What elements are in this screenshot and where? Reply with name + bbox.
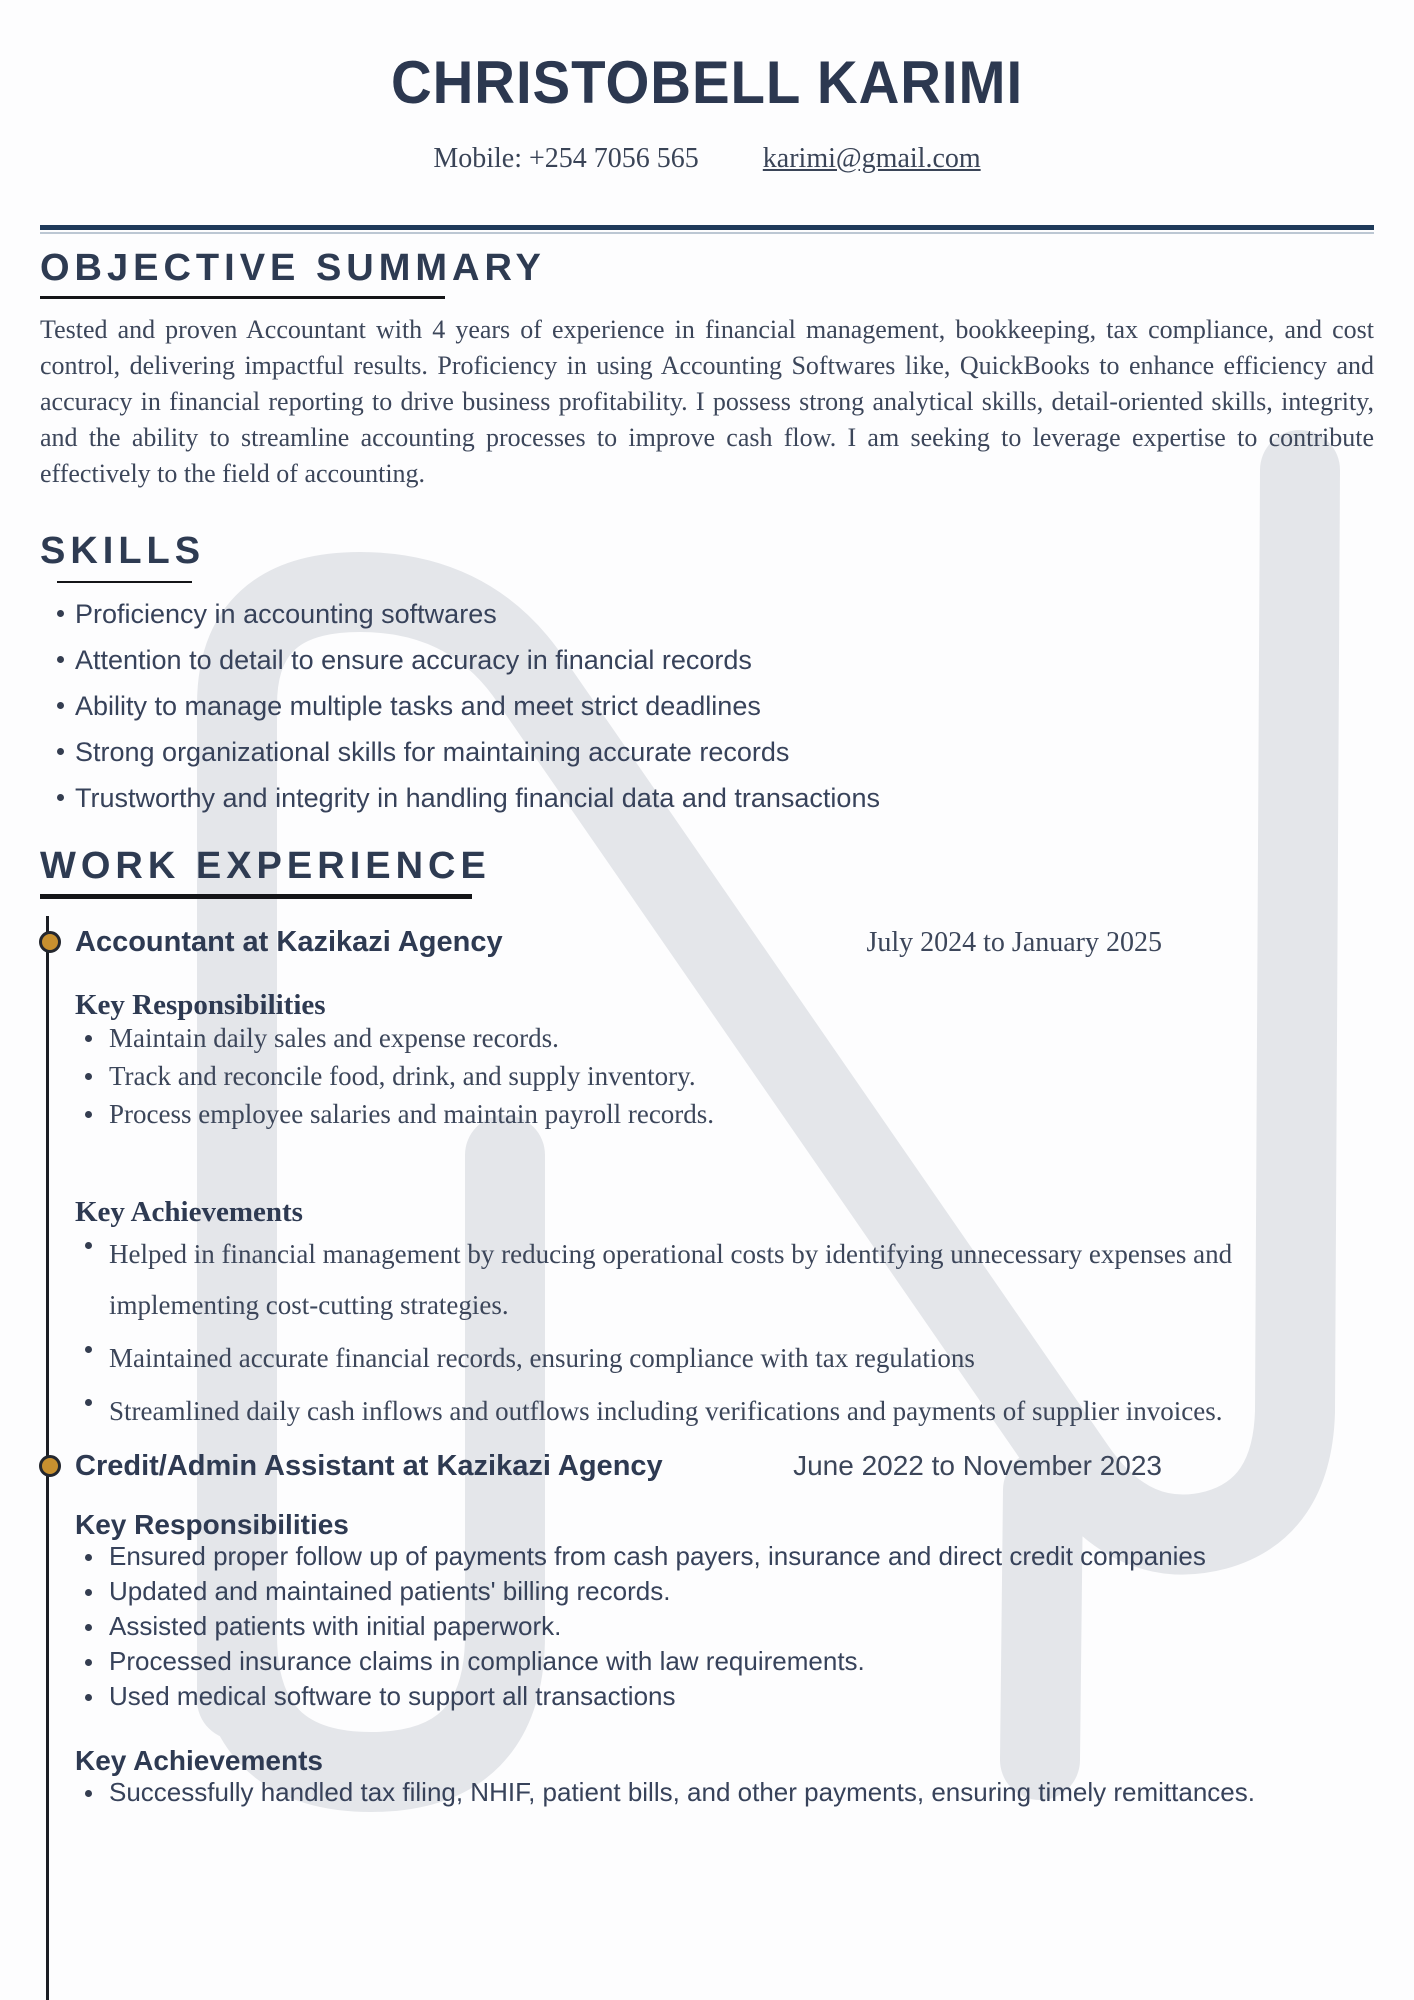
responsibilities-label: Key Responsibilities [75,1508,349,1540]
responsibility-item: Ensured proper follow up of payments from cash payers, insurance and direct credit companies [83,1541,1374,1571]
timeline-dot-icon [39,931,61,953]
candidate-name: CHRISTOBELL KARIMI [390,49,1024,116]
experience-section-title: WORK EXPERIENCE [40,845,491,888]
timeline-dot-icon [39,1455,61,1477]
achievements-list [75,1229,1374,1437]
objective-section-title: OBJECTIVE SUMMARY [40,247,546,289]
achievements-label: Key Achievements [75,1195,303,1228]
achievement-item: Successfully handled tax filing, NHIF, patient bills, and other payments, ensuring timely remittances. [83,1777,1374,1807]
achievements-label: Key Achievements [75,1744,323,1776]
responsibility-item: Assisted patients with initial paperwork. [83,1611,1374,1641]
responsibility-item: Maintain daily sales and expense records. [83,1022,1374,1054]
skills-list [57,599,1374,813]
achievement-item: Helped in financial management by reducing operational costs by identifying unnecessary expenses and implementing cost-cutting strategies. [83,1229,1374,1331]
skills-section-title: SKILLS [40,529,206,572]
responsibility-item: Used medical software to support all transactions [83,1681,1374,1711]
email-link[interactable]: karimi@gmail.com [762,143,981,174]
experience-underline [40,894,472,899]
job-dates: June 2022 to November 2023 [793,1449,1162,1481]
responsibilities-label: Key Responsibilities [75,988,326,1021]
mobile-number: Mobile: +254 7056 565 [433,143,699,174]
job-entry-2 [75,1449,1374,1807]
job-title: Accountant at Kazikazi Agency [75,925,503,958]
job-header [75,925,1374,959]
responsibility-item: Process employee salaries and maintain payroll records. [83,1098,1374,1130]
skill-item: Ability to manage multiple tasks and meet strict deadlines [57,691,1374,721]
responsibilities-list [75,1541,1374,1711]
job-header [75,1449,1374,1483]
skills-underline [57,581,192,583]
achievement-item: Maintained accurate financial records, ensuring compliance with tax regulations [83,1333,1374,1384]
objective-underline [40,296,445,299]
achievements-list [75,1777,1374,1807]
jobs-timeline [75,925,1374,1807]
responsibility-item: Track and reconcile food, drink, and supply inventory. [83,1060,1374,1092]
responsibilities-list [75,1022,1374,1130]
skill-item: Trustworthy and integrity in handling financial data and transactions [57,783,1374,813]
job-dates: July 2024 to January 2025 [866,926,1162,958]
skill-item: Proficiency in accounting softwares [57,599,1374,629]
header-divider [40,225,1374,230]
contact-row [40,143,1374,175]
job-title: Credit/Admin Assistant at Kazikazi Agency [75,1449,663,1482]
achievement-item: Streamlined daily cash inflows and outflows including verifications and payments of supplier invoices. [83,1386,1374,1437]
skill-item: Attention to detail to ensure accuracy in financial records [57,645,1374,675]
responsibility-item: Updated and maintained patients' billing records. [83,1576,1374,1606]
job-entry-1 [75,925,1374,1437]
objective-paragraph: Tested and proven Accountant with 4 years of experience in financial management, bookkeeping, tax compliance, and cost control, delivering impactful results. Proficiency in using Accounting Softwares like, QuickBooks to enhance efficiency and accuracy in financial reporting to drive business profitability. I possess strong analytical skills, detail-oriented skills, integrity, and the ability to streamline accounting processes to improve cash flow. I am seeking to leverage expertise to contribute effectively to the field of accounting. [40,314,1374,488]
skill-item: Strong organizational skills for maintaining accurate records [57,737,1374,767]
header-divider-shadow [40,232,1374,234]
responsibility-item: Processed insurance claims in compliance with law requirements. [83,1646,1374,1676]
